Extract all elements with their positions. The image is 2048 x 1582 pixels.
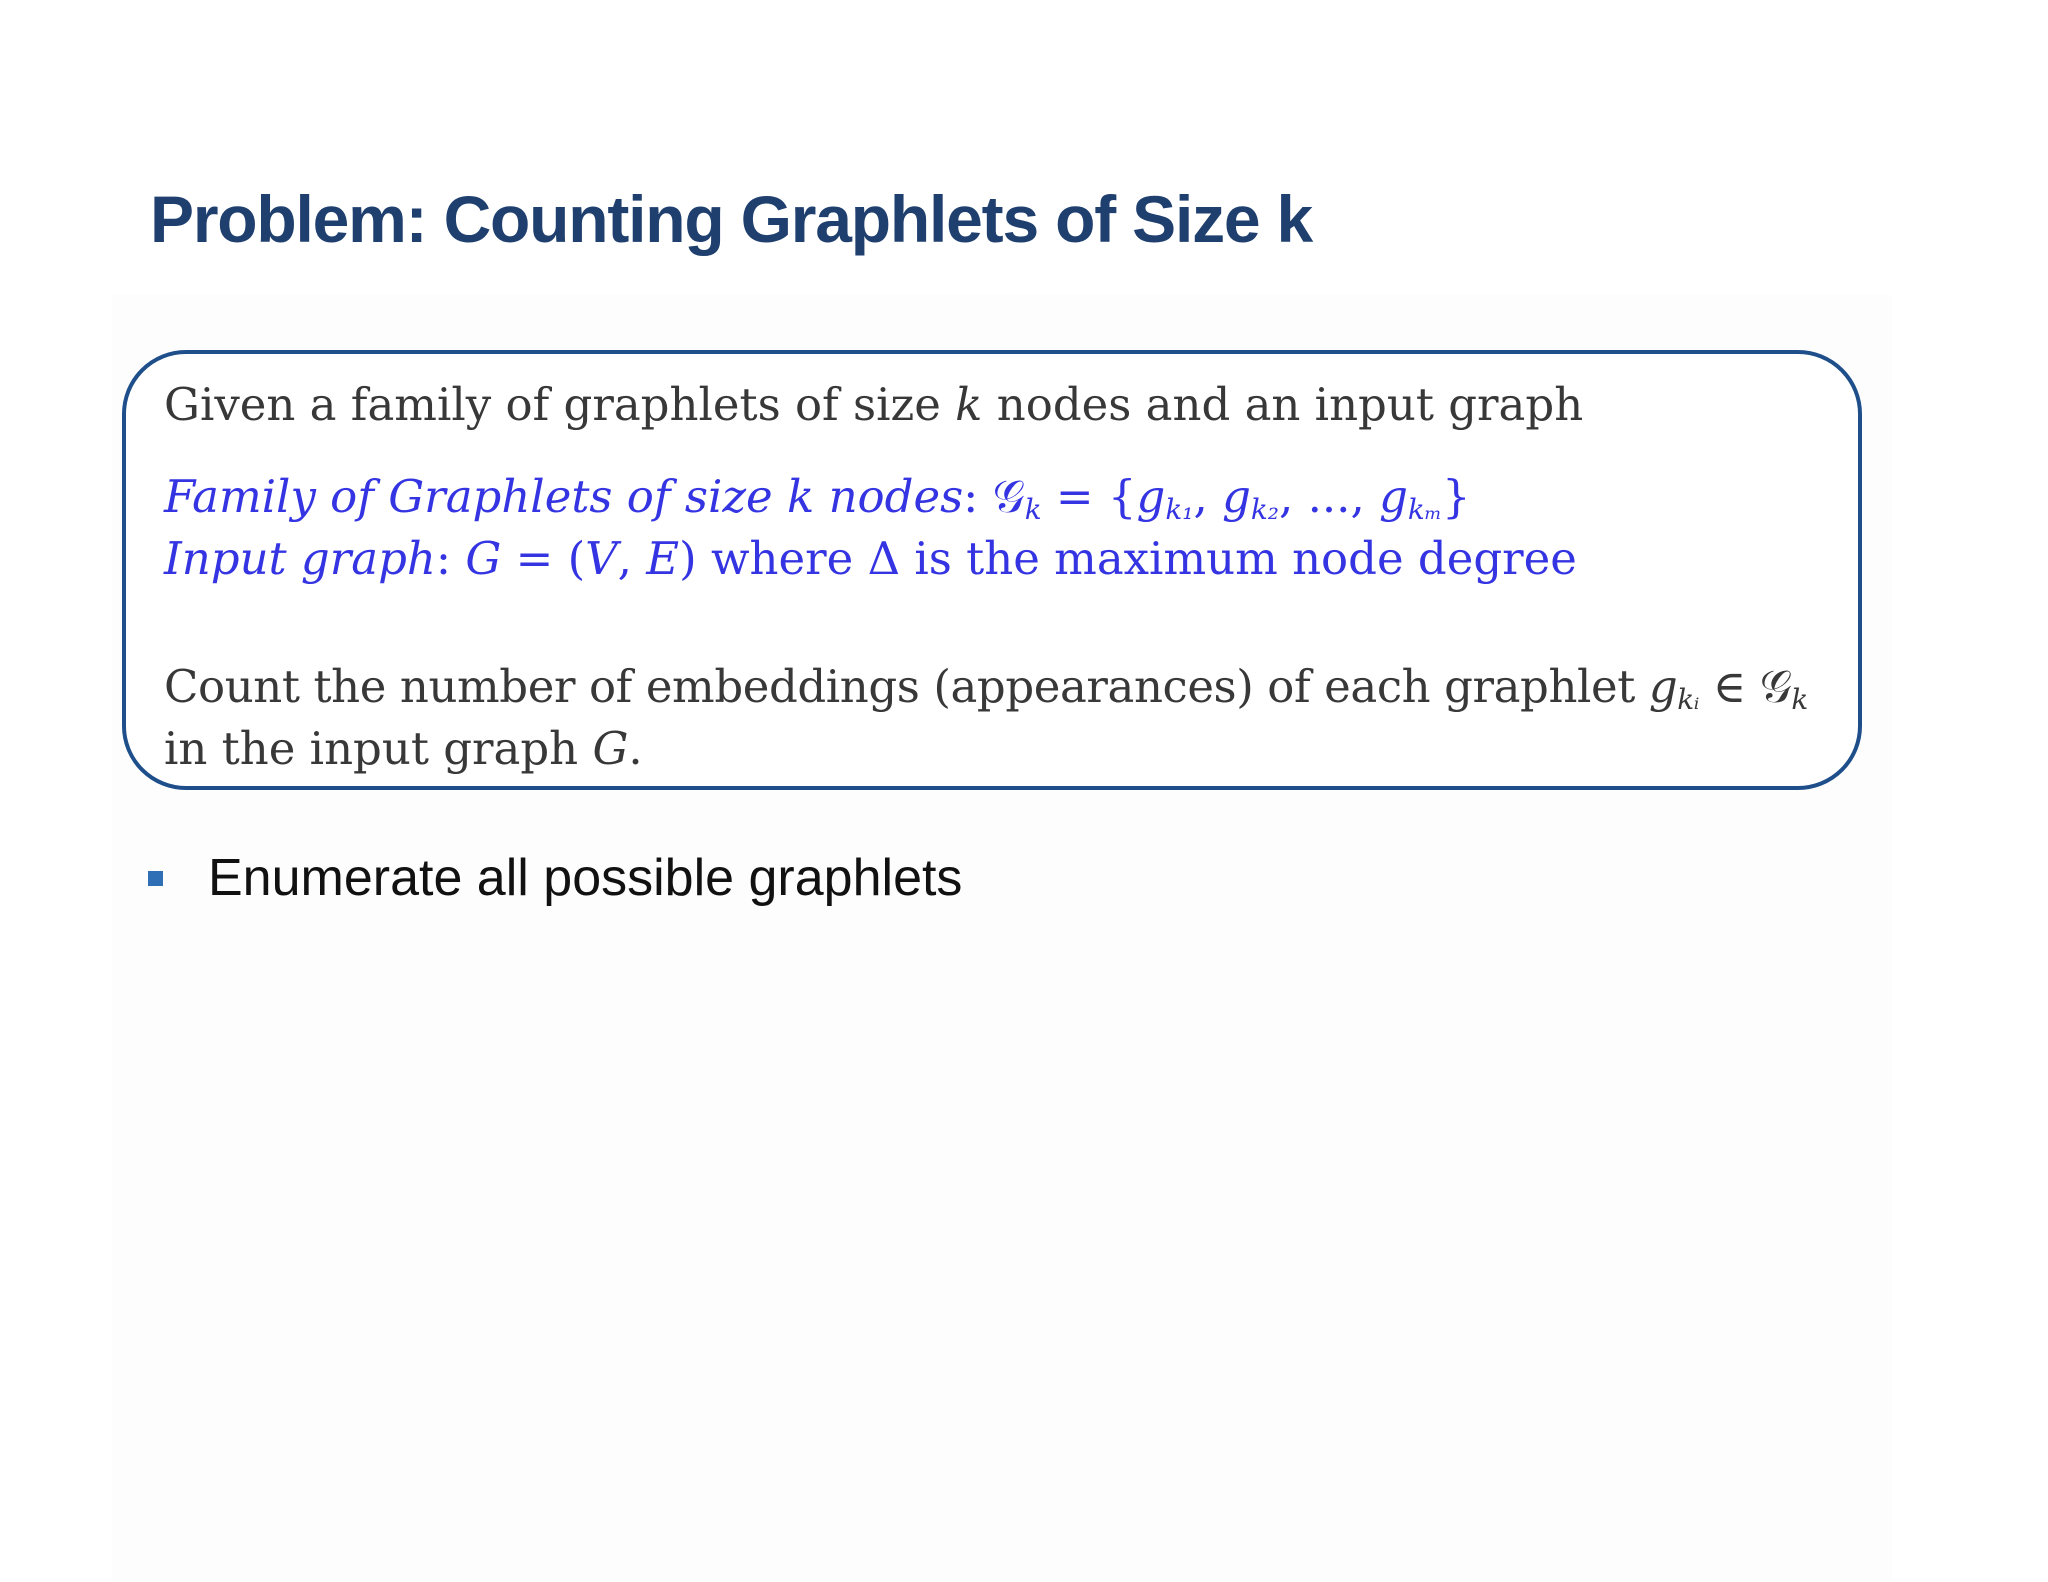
bullet-square-icon bbox=[148, 871, 163, 886]
intro-var: k bbox=[955, 378, 983, 431]
count-in: ∈ bbox=[1698, 660, 1760, 713]
definition-count-cont bbox=[164, 722, 643, 775]
intro-pre: Given a family of graphlets of size bbox=[164, 378, 956, 431]
input-eq: = ( bbox=[501, 532, 586, 585]
input-G: G bbox=[465, 532, 502, 585]
definition-box bbox=[122, 350, 1862, 790]
family-label: Family of Graphlets of size k nodes bbox=[164, 470, 964, 523]
definition-family bbox=[164, 470, 1471, 526]
definition-intro bbox=[164, 378, 1584, 431]
definition-input bbox=[164, 532, 1577, 585]
input-post: where Δ is the maximum node degree bbox=[696, 532, 1577, 585]
family-eq: = { bbox=[1041, 470, 1137, 523]
input-label: Input graph bbox=[164, 532, 436, 585]
count-set-sub: k bbox=[1791, 682, 1808, 716]
family-colon: : bbox=[963, 470, 993, 523]
family-g2-sub: k₂ bbox=[1250, 492, 1279, 526]
family-set-sub: k bbox=[1024, 492, 1042, 526]
count-pre: Count the number of embeddings (appearances) of each graphlet bbox=[164, 660, 1649, 713]
family-g1: g bbox=[1136, 470, 1166, 523]
count2-post: . bbox=[628, 722, 643, 775]
family-set-symbol: 𝒢 bbox=[992, 470, 1025, 523]
input-comma: , bbox=[617, 532, 647, 585]
family-gm-sub: kₘ bbox=[1407, 492, 1442, 526]
bullet-item bbox=[148, 848, 962, 908]
count2-G: G bbox=[592, 722, 629, 775]
input-colon: : bbox=[435, 532, 466, 585]
input-V: V bbox=[585, 532, 618, 585]
slide-title: Problem: Counting Graphlets of Size k bbox=[150, 182, 1313, 256]
bullet-text: Enumerate all possible graphlets bbox=[208, 849, 963, 907]
family-g2: g bbox=[1222, 470, 1251, 523]
input-E: E bbox=[646, 532, 680, 585]
count2-pre: in the input graph bbox=[164, 722, 593, 775]
family-ellipsis: , ..., bbox=[1278, 470, 1380, 523]
family-g1-sub: k₁ bbox=[1165, 492, 1194, 526]
count-set: 𝒢 bbox=[1759, 660, 1792, 713]
input-close: ) bbox=[679, 532, 697, 585]
count-g: g bbox=[1648, 660, 1678, 713]
count-g-sub: kᵢ bbox=[1677, 682, 1699, 716]
family-gm: g bbox=[1379, 470, 1408, 523]
family-close: } bbox=[1441, 470, 1471, 523]
definition-count bbox=[164, 660, 1808, 716]
family-comma1: , bbox=[1193, 470, 1223, 523]
intro-post: nodes and an input graph bbox=[982, 378, 1584, 431]
